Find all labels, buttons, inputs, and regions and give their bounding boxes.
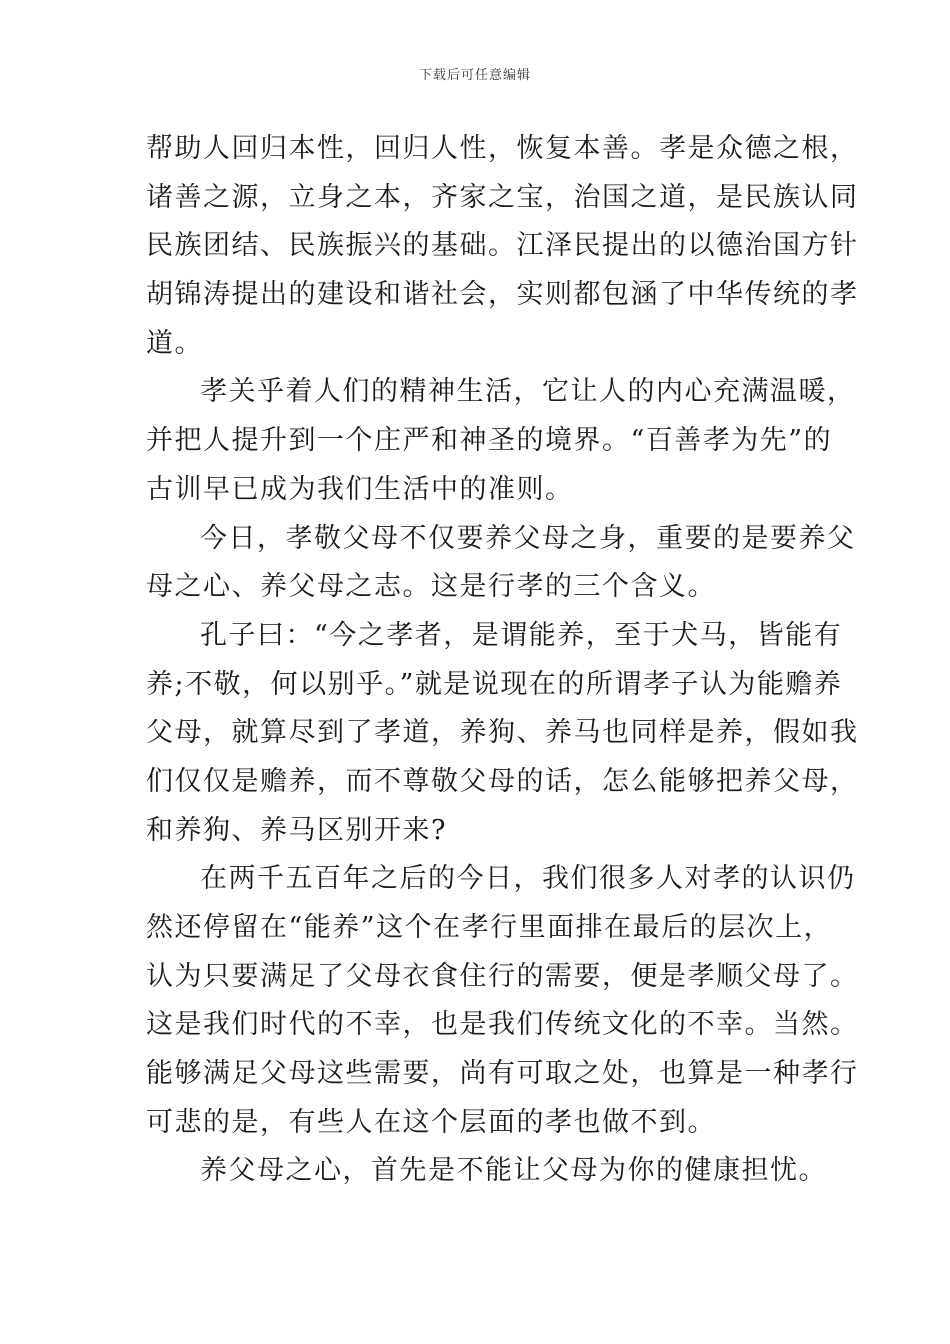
header-note: 下载后可任意编辑 — [418, 68, 531, 83]
text-line: 古训早已成为我们生活中的准则。 — [146, 473, 574, 505]
text-line: 然还停留在“能养”这个在孝行里面排在最后的层次上， — [146, 912, 833, 943]
text-line: 帮助人回归本性，回归人性，恢复本善。孝是众德之根， — [146, 133, 859, 164]
body-text — [146, 125, 859, 1196]
text-line: 养;不敬，何以别乎。”就是说现在的所谓孝子认为能赡养 — [146, 668, 843, 700]
text-line: 认为只要满足了父母衣食住行的需要，便是孝顺父母了。 — [146, 960, 859, 992]
paragraph-start-line: 孝关乎着人们的精神生活，它让人的内心充满温暖， — [200, 376, 856, 408]
paragraph-start-line: 今日，孝敬父母不仅要养父母之身，重要的是要养父 — [200, 522, 856, 554]
paragraph-start-line: 在两千五百年之后的今日，我们很多人对孝的认识仍 — [200, 863, 856, 895]
text-line: 胡锦涛提出的建设和谐社会，实则都包涵了中华传统的孝 — [146, 279, 859, 311]
paragraph-start-line: 孔子曰：“今之孝者，是谓能养，至于犬马，皆能有 — [200, 619, 843, 651]
text-line: 们仅仅是赡养，而不尊敬父母的话，怎么能够把养父母， — [146, 765, 859, 797]
text-line: 和养狗、养马区别开来? — [146, 814, 447, 846]
text-line: 能够满足父母这些需要，尚有可取之处，也算是一种孝行 — [146, 1058, 859, 1090]
text-line: 道。 — [146, 327, 203, 359]
text-line: 并把人提升到一个庄严和神圣的境界。“百善孝为先”的 — [146, 425, 833, 457]
text-line: 诸善之源，立身之本，齐家之宝，治国之道，是民族认同 — [146, 181, 859, 213]
text-line: 父母，就算尽到了孝道，养狗、养马也同样是养，假如我 — [146, 717, 859, 749]
text-line: 民族团结、民族振兴的基础。江泽民提出的以德治国方针 — [146, 230, 859, 262]
text-line: 这是我们时代的不幸，也是我们传统文化的不幸。当然。 — [146, 1009, 859, 1041]
text-line: 可悲的是，有些人在这个层面的孝也做不到。 — [146, 1106, 716, 1138]
text-line: 母之心、养父母之志。这是行孝的三个含义。 — [146, 571, 716, 603]
paragraph-start-line: 养父母之心，首先是不能让父母为你的健康担忧。 — [200, 1155, 827, 1187]
